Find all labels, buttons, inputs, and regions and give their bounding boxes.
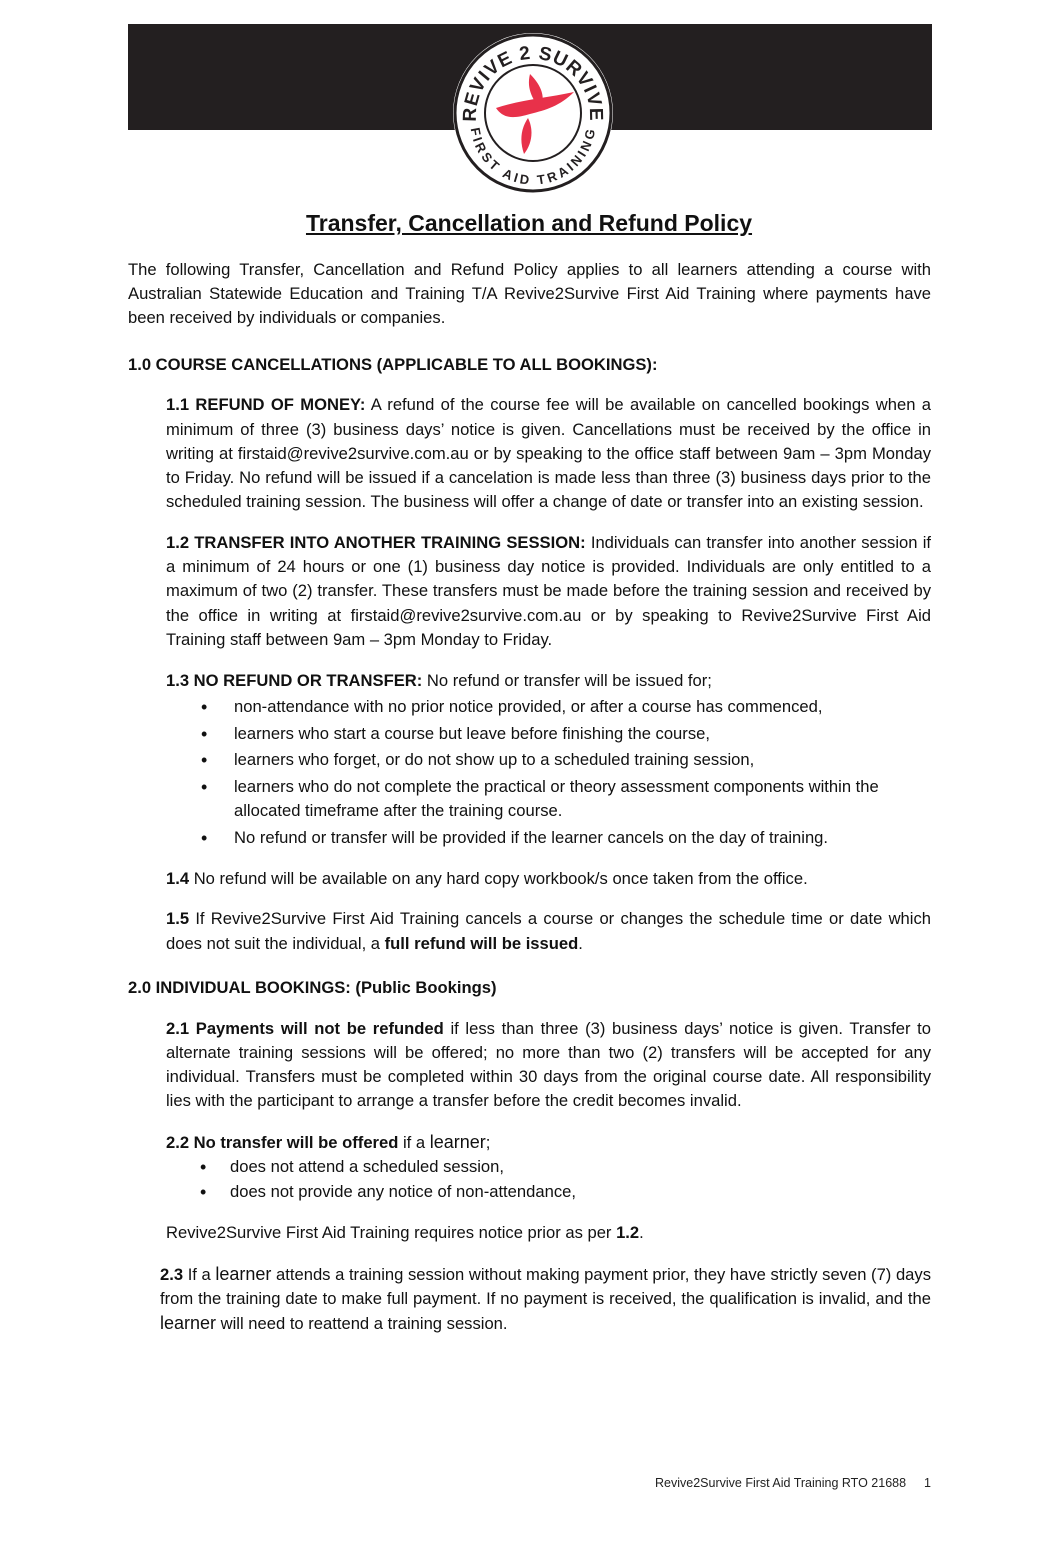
clause-1-4-text: No refund will be available on any hard copy workbook/s once taken from the office. (189, 868, 808, 888)
clause-2-2-note-text: Revive2Survive First Aid Training requires notice prior as per (166, 1223, 617, 1243)
list-item: • does not provide any notice of non-attendance, (166, 1180, 931, 1204)
clause-2-2-note (166, 1221, 931, 1245)
clause-2-3-text-1: If a (183, 1265, 216, 1285)
svg-text:FIRST AID TRAINING: FIRST AID TRAINING (467, 126, 599, 188)
clause-1-3-text: No refund or transfer will be issued for; (422, 670, 712, 690)
clause-1-1 (166, 393, 931, 514)
svg-text:REVIVE 2 SURVIVE: REVIVE 2 SURVIVE (459, 42, 607, 122)
list-item: • learners who forget, or do not show up to a scheduled training session, (166, 748, 931, 772)
clause-1-5-bold: full refund will be issued (384, 933, 579, 953)
clause-1-3-list (166, 695, 931, 850)
page-number: 1 (924, 1476, 931, 1490)
clause-2-2 (166, 1130, 931, 1155)
clause-2-1-label: 2.1 Payments will not be refunded (166, 1018, 444, 1038)
list-item: • non-attendance with no prior notice provided, or after a course has commenced, (166, 695, 931, 719)
clause-1-1-text: A refund of the course fee will be available on cancelled bookings when a minimum of three (3) business days’ notice is given. Cancellations must be received by the office in writing at firstaid@revive2survive.com.au or by speaking to the office staff between 9am – 3pm Monday to Friday. No refund will be issued if a cancelation is made less than three (3) business days prior to the scheduled training session. The business will offer a change of date or transfer into an existing session. (166, 395, 931, 512)
policy-document (128, 258, 931, 1347)
revive2survive-logo (450, 30, 616, 196)
clause-2-2-text: if a (398, 1133, 430, 1153)
clause-1-5-label: 1.5 (166, 909, 190, 929)
clause-2-2-list (166, 1155, 931, 1204)
clause-2-3-learner-1: learner (215, 1264, 272, 1285)
clause-1-4-label: 1.4 (166, 868, 190, 888)
clause-1-2-label: 1.2 TRANSFER INTO ANOTHER TRAINING SESSION: (166, 533, 586, 553)
clause-2-2-end: ; (485, 1133, 491, 1153)
clause-2-3-text-2: attends a training session without making payment prior, they have strictly seven (7) days from the training date to make full payment. If no payment is received, the qualification is invalid, and the (160, 1265, 932, 1309)
clause-2-3-text-3: will need to reattend a training session. (216, 1314, 508, 1334)
clause-1-5 (166, 907, 931, 955)
clause-1-5-text: If Revive2Survive First Aid Training cancels a course or changes the schedule time or date which does not suit the individual, a (166, 909, 931, 953)
clause-2-1-text: if less than three (3) business days’ notice is given. Transfer to alternate training sessions will be offered; no more than two (2) transfers will be accepted for any individual. Transfers must be completed within 30 days from the original course date. All responsibility lies with the participant to arrange a transfer before the credit becomes invalid. (166, 1018, 932, 1111)
page-footer (655, 1476, 931, 1490)
clause-1-3-label: 1.3 NO REFUND OR TRANSFER: (166, 670, 423, 690)
clause-1-3 (166, 669, 931, 693)
list-item: • learners who do not complete the practical or theory assessment components within the allocated timeframe after the training course. (166, 775, 931, 823)
list-item: • does not attend a scheduled session, (166, 1155, 931, 1179)
clause-1-2-text: Individuals can transfer into another session if a minimum of 24 hours or one (1) business day notice is provided. Individuals are only entitled to a maximum of two (2) transfer. These transfers must be made before the training session and received by the office in writing at firstaid@revive2survive.com.au or by speaking to Revive2Survive First Aid Training staff between 9am – 3pm Monday to Friday. (166, 533, 931, 649)
list-item: • learners who start a course but leave before finishing the course, (166, 722, 931, 746)
clause-2-2-learner: learner (429, 1132, 486, 1153)
clause-2-2-label: 2.2 No transfer will be offered (166, 1133, 399, 1153)
page-title: Transfer, Cancellation and Refund Policy (305, 210, 753, 236)
clause-2-3-learner-2: learner (160, 1313, 217, 1334)
intro-paragraph: The following Transfer, Cancellation and Refund Policy applies to all learners attending a course with Australian Statewide Education and Training T/A Revive2Survive First Aid Training where payments have been received by individuals or companies. (128, 260, 931, 328)
clause-1-5-end: . (578, 933, 583, 953)
clause-2-3-label: 2.3 (160, 1265, 184, 1285)
list-item: • No refund or transfer will be provided if the learner cancels on the day of training. (166, 826, 931, 850)
clause-2-3 (160, 1262, 931, 1337)
footer-text: Revive2Survive First Aid Training RTO 21688 (655, 1476, 907, 1490)
clause-2-2-note-end: . (639, 1223, 644, 1243)
clause-1-4 (166, 867, 931, 891)
clause-2-1 (166, 1017, 931, 1114)
section-2-heading: 2.0 INDIVIDUAL BOOKINGS: (Public Bookings) (128, 977, 497, 997)
clause-1-1-label: 1.1 REFUND OF MONEY: (166, 395, 366, 415)
clause-1-2 (166, 531, 931, 652)
section-1-heading: 1.0 COURSE CANCELLATIONS (APPLICABLE TO ALL BOOKINGS): (128, 354, 658, 374)
clause-2-2-note-ref: 1.2 (616, 1223, 640, 1243)
